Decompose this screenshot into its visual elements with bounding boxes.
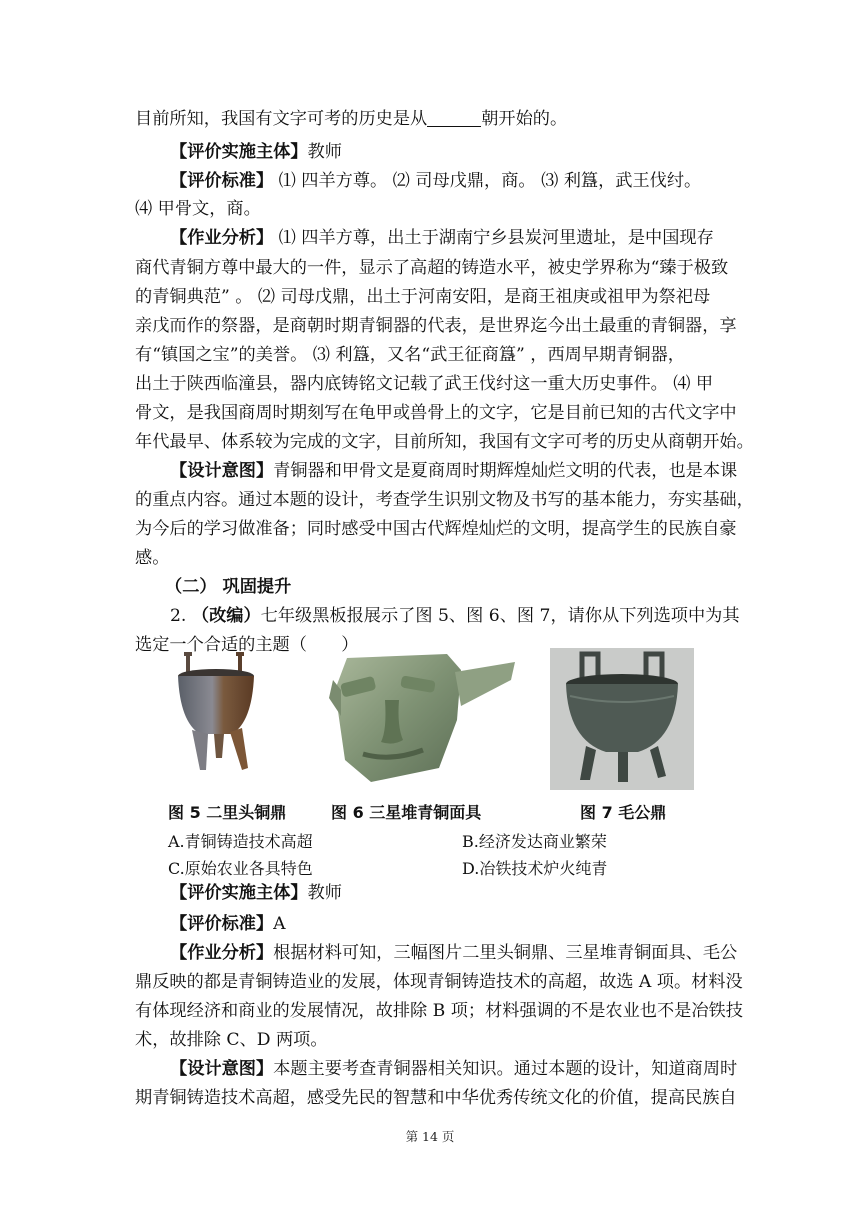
label-design-intent: 【设计意图】	[170, 461, 274, 481]
text-line: 骨文，是我国商周时期刻写在龟甲或兽骨上的文字，它是目前已知的古代文字中	[135, 403, 737, 423]
analysis-line: 【作业分析】 ⑴ 四羊方尊，出土于湖南宁乡县炭河里遗址，是中国现存	[170, 228, 714, 248]
text-line: 选定一个合适的主题（ ）	[135, 635, 359, 655]
text-line: 为今后的学习做准备；同时感受中国古代辉煌灿烂的文明，提高学生的民族自豪	[135, 519, 737, 539]
design-intent-line: 【设计意图】青铜器和甲骨文是夏商周时期辉煌灿烂文明的代表，也是本课	[170, 461, 738, 481]
option-d: D.冶铁技术炉火纯青	[462, 859, 608, 878]
text-line: 期青铜铸造技术高超，感受先民的智慧和中华优秀传统文化的价值，提高民族自	[135, 1088, 737, 1108]
text-line: 出土于陕西临潼县，器内底铸铭文记载了武王伐纣这一重大历史事件。 ⑷ 甲	[135, 374, 714, 394]
label-analysis: 【作业分析】	[170, 228, 274, 248]
evaluator-line: 【评价实施主体】教师	[170, 883, 342, 903]
design-intent-line: 【设计意图】本题主要考查青铜器相关知识。通过本题的设计，知道商周时	[170, 1059, 738, 1079]
text-line: 有体现经济和商业的发展情况，故排除 B 项；材料强调的不是农业也不是冶铁技	[135, 1001, 743, 1021]
section-heading: （二） 巩固提升	[165, 577, 292, 597]
option-b: B.经济发达商业繁荣	[462, 832, 607, 851]
label-design-intent: 【设计意图】	[170, 1059, 274, 1079]
question-line: 2. （改编）七年级黑板报展示了图 5、图 6、图 7，请你从下列选项中为其	[170, 606, 740, 626]
adapted-tag: （改编）	[191, 606, 261, 626]
option-a: A.青铜铸造技术高超	[168, 832, 313, 851]
page-number: 第 14 页	[405, 1129, 455, 1144]
text-line: ⑷ 甲骨文，商。	[135, 199, 261, 219]
analysis-line: 【作业分析】根据材料可知，三幅图片二里头铜鼎、三星堆青铜面具、毛公	[170, 943, 738, 963]
figure-caption: 图 7 毛公鼎	[580, 803, 667, 822]
evaluator-line: 【评价实施主体】教师	[170, 142, 342, 162]
text-line: 鼎反映的都是青铜铸造业的发展，体现青铜铸造技术的高超，故选 A 项。材料没	[135, 972, 743, 992]
standard-line: 【评价标准】 ⑴ 四羊方尊。 ⑵ 司母戊鼎，商。 ⑶ 利簋，武王伐纣。	[170, 171, 702, 191]
text-line: 亲戊而作的祭器，是商朝时期青铜器的代表，是世界迄今出土最重的青铜器，享	[135, 316, 737, 336]
mao-gong-ding-image	[550, 648, 694, 790]
text-line: 有“镇国之宝”的美誉。 ⑶ 利簋，又名“武王征商簋” ，西周早期青铜器，	[135, 345, 685, 365]
standard-line: 【评价标准】A	[170, 914, 286, 934]
text-line: 的青铜典范” 。 ⑵ 司母戊鼎，出土于河南安阳，是商王祖庚或祖甲为祭祀母	[135, 287, 711, 307]
erlitou-bronze-ding-image	[170, 650, 270, 780]
label-standard: 【评价标准】	[170, 171, 274, 191]
label-evaluator: 【评价实施主体】	[170, 883, 308, 903]
sanxingdui-bronze-mask-image	[327, 650, 523, 792]
text-line: 年代最早、体系较为完成的文字，目前所知，我国有文字可考的历史从商朝开始。	[135, 432, 754, 452]
text-line: 感。	[135, 548, 170, 568]
answer-blank	[427, 108, 481, 127]
figure-caption: 图 6 三星堆青铜面具	[331, 803, 482, 822]
text-line: 商代青铜方尊中最大的一件，显示了高超的铸造水平，被史学界称为“臻于极致	[135, 258, 729, 278]
figure-caption: 图 5 二里头铜鼎	[168, 803, 287, 822]
label-evaluator: 【评价实施主体】	[170, 142, 308, 162]
option-c: C.原始农业各具特色	[168, 859, 313, 878]
label-standard: 【评价标准】	[170, 914, 274, 934]
label-analysis: 【作业分析】	[170, 943, 274, 963]
text-line: 目前所知，我国有文字可考的历史是从 朝开始的。	[135, 109, 568, 129]
text-line: 术，故排除 C、D 两项。	[135, 1030, 328, 1050]
text-line: 的重点内容。通过本题的设计，考查学生识别文物及书写的基本能力，夯实基础，	[135, 490, 754, 510]
